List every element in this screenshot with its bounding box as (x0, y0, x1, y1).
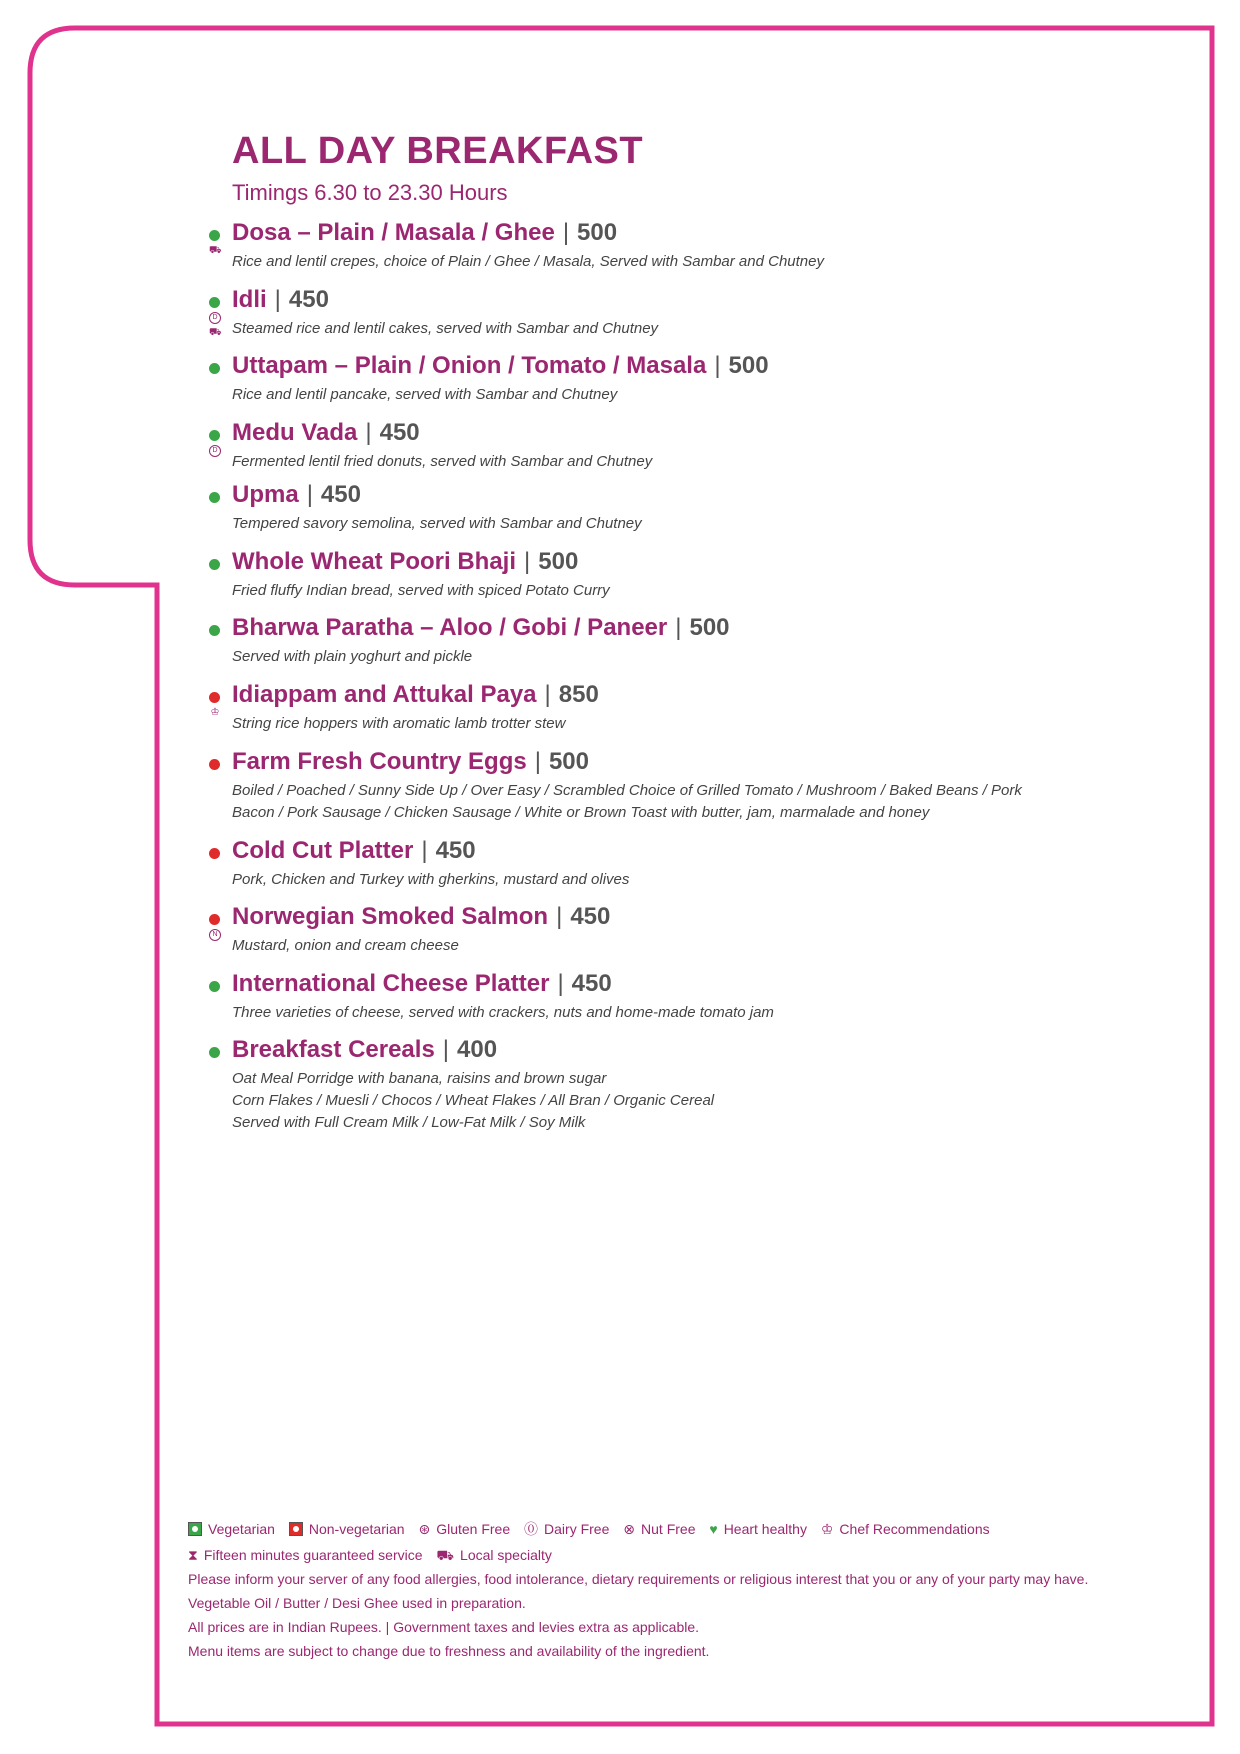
price-separator: | (524, 548, 531, 575)
menu-item-heading (232, 480, 642, 510)
menu-item-heading (232, 969, 774, 999)
non-vegetarian-dot-icon (209, 692, 220, 703)
menu-item-price: 500 (577, 219, 618, 246)
price-separator: | (442, 1036, 450, 1063)
menu-item-heading (232, 285, 658, 315)
menu-item-heading (232, 747, 1022, 777)
menu-item-name: Bharwa Paratha – Aloo / Gobi / Paneer (232, 614, 668, 641)
vegetarian-dot-icon (209, 1047, 220, 1058)
menu-item-price: 450 (288, 286, 329, 313)
menu-item (232, 747, 1022, 824)
menu-item (232, 613, 730, 668)
menu-item-heading (232, 547, 610, 577)
vegetarian-dot-icon (209, 430, 220, 441)
menu-item-price: 500 (538, 548, 579, 575)
price-separator: | (365, 419, 372, 446)
legend-dairy-free: Dairy Free (544, 1521, 610, 1538)
chef-recommendation-icon: ♔ (210, 707, 220, 718)
legend-row-2 (188, 1541, 1088, 1566)
menu-item-price: 500 (689, 614, 730, 641)
local-specialty-icon: ⛟ (209, 327, 222, 338)
price-separator: | (274, 286, 281, 313)
price-separator: | (421, 837, 428, 864)
menu-item-price: 450 (320, 481, 361, 508)
legend-chef-recommendations: Chef Recommendations (839, 1521, 990, 1538)
menu-item-heading (232, 218, 824, 248)
local-specialty-icon: ⛟ (436, 1546, 455, 1563)
note-allergies: Please inform your server of any food allergies, food intolerance, dietary requirements or religious interest that you or any of your party may have. (188, 1570, 1089, 1587)
menu-item-name: Uttapam – Plain / Onion / Tomato / Masala (232, 352, 707, 379)
menu-item-name: Idiappam and Attukal Paya (232, 681, 537, 708)
price-separator: | (306, 481, 313, 508)
menu-item-name: Whole Wheat Poori Bhaji (232, 548, 517, 575)
menu-item-name: Upma (232, 481, 299, 508)
menu-item-price: 400 (457, 1036, 498, 1063)
local-specialty-icon: ⛟ (209, 245, 222, 256)
legend-gluten-free: Gluten Free (436, 1521, 511, 1538)
menu-item-description: Boiled / Poached / Sunny Side Up / Over Easy / Scrambled Choice of Grilled Tomato / Mushroom / Baked Beans / Pork (232, 782, 1022, 799)
menu-item-description: Fermented lentil fried donuts, served with Sambar and Chutney (232, 453, 653, 470)
menu-item (232, 285, 658, 340)
legend (188, 1516, 1088, 1663)
menu-item-description: Steamed rice and lentil cakes, served with Sambar and Chutney (232, 320, 659, 337)
price-separator: | (562, 219, 570, 246)
legend-row-1 (188, 1516, 1088, 1541)
price-separator: | (557, 970, 564, 997)
price-separator: | (714, 352, 721, 379)
menu-item-description: Bacon / Pork Sausage / Chicken Sausage / White or Brown Toast with butter, jam, marmalade and honey (232, 804, 930, 821)
menu-item-name: Breakfast Cereals (232, 1036, 435, 1063)
menu-item (232, 351, 769, 406)
menu-item (232, 836, 629, 891)
menu-item-name: Idli (232, 286, 267, 313)
menu-item-heading (232, 1035, 714, 1065)
menu-item-heading (232, 613, 730, 643)
menu-item (232, 969, 774, 1024)
menu-item-price: 450 (435, 837, 476, 864)
vegetarian-dot-icon (209, 981, 220, 992)
non-vegetarian-dot-icon (209, 914, 220, 925)
price-separator: | (544, 681, 551, 708)
vegetarian-dot-icon (209, 492, 220, 503)
price-separator: | (534, 748, 541, 775)
legend-local-specialty: Local specialty (460, 1546, 552, 1563)
vegetarian-dot-icon (209, 363, 220, 374)
non-vegetarian-dot-icon (209, 848, 220, 859)
page-title: ALL DAY BREAKFAST (232, 130, 644, 172)
note-availability: Menu items are subject to change due to freshness and availability of the ingredient. (188, 1642, 710, 1659)
menu-item (232, 902, 610, 957)
menu-item-name: Medu Vada (232, 419, 358, 446)
price-separator: | (675, 614, 682, 641)
vegetarian-dot-icon (209, 559, 220, 570)
legend-heart-healthy: Heart healthy (723, 1521, 807, 1538)
menu-item-description: Three varieties of cheese, served with crackers, nuts and home-made tomato jam (232, 1004, 774, 1021)
menu-item-heading (232, 836, 629, 866)
vegetarian-dot-icon (209, 297, 220, 308)
menu-item-description: Fried fluffy Indian bread, served with spiced Potato Curry (232, 582, 610, 599)
menu-item-description: Pork, Chicken and Turkey with gherkins, mustard and olives (232, 871, 630, 888)
menu-item-description: Served with plain yoghurt and pickle (232, 648, 473, 665)
menu-item-description: Oat Meal Porridge with banana, raisins and brown sugar (232, 1070, 607, 1087)
menu-item-description: Corn Flakes / Muesli / Chocos / Wheat Flakes / All Bran / Organic Cereal (232, 1092, 715, 1109)
menu-item-price: 500 (548, 748, 589, 775)
menu-item-price: 850 (558, 681, 599, 708)
menu-item-heading (232, 351, 769, 381)
note-oil: Vegetable Oil / Butter / Desi Ghee used in preparation. (188, 1594, 526, 1611)
menu-item-name: Cold Cut Platter (232, 837, 414, 864)
menu-item (232, 480, 642, 535)
timings: Timings 6.30 to 23.30 Hours (232, 180, 508, 205)
vegetarian-dot-icon (209, 625, 220, 636)
menu-item-description: Mustard, onion and cream cheese (232, 937, 459, 954)
menu-item (232, 218, 824, 273)
menu-item-price: 450 (570, 903, 611, 930)
menu-item-description: Rice and lentil crepes, choice of Plain / Ghee / Masala, Served with Sambar and Chutney (232, 253, 824, 270)
non-vegetarian-dot-icon (209, 759, 220, 770)
vegetarian-dot-icon (209, 230, 220, 241)
menu-item-name: Norwegian Smoked Salmon (232, 903, 549, 930)
note-prices: All prices are in Indian Rupees. | Government taxes and levies extra as applicable. (188, 1618, 700, 1635)
menu-item (232, 1035, 714, 1134)
menu-item-name: Dosa – Plain / Masala / Ghee (232, 219, 555, 246)
menu-item-name: Farm Fresh Country Eggs (232, 748, 527, 775)
non-vegetarian-icon (289, 1522, 303, 1536)
gluten-free-icon: ⊛ (418, 1521, 431, 1538)
legend-vegetarian: Vegetarian (208, 1521, 275, 1538)
chef-hat-icon: ♔ (820, 1521, 834, 1538)
menu-item-heading (232, 418, 652, 448)
menu-item (232, 547, 610, 602)
menu-item-price: 500 (728, 352, 769, 379)
heart-healthy-icon: ♥ (709, 1521, 718, 1538)
legend-non-vegetarian: Non-vegetarian (308, 1521, 405, 1538)
nut-free-icon: N (209, 929, 221, 941)
dairy-free-icon: D (209, 312, 221, 324)
nut-free-icon: ⊗ (623, 1521, 636, 1538)
legend-fifteen-minutes: Fifteen minutes guaranteed service (203, 1546, 423, 1563)
price-separator: | (556, 903, 563, 930)
menu-item-description: Served with Full Cream Milk / Low-Fat Milk / Soy Milk (232, 1114, 586, 1131)
menu-item-description: Tempered savory semolina, served with Sambar and Chutney (232, 515, 642, 532)
hourglass-icon: ⧗ (188, 1546, 198, 1563)
menu-item (232, 418, 652, 473)
dairy-free-icon: D (209, 445, 221, 457)
menu-item-name: International Cheese Platter (232, 970, 550, 997)
menu-item-price: 450 (571, 970, 612, 997)
dairy-free-icon: ⓪ (524, 1521, 539, 1538)
menu-item-description: String rice hoppers with aromatic lamb trotter stew (232, 715, 566, 732)
vegetarian-icon (188, 1522, 202, 1536)
menu-item-heading (232, 902, 610, 932)
menu-item-description: Rice and lentil pancake, served with Sambar and Chutney (232, 386, 618, 403)
menu-item-heading (232, 680, 599, 710)
menu-item-price: 450 (379, 419, 420, 446)
menu-item (232, 680, 599, 735)
legend-nut-free: Nut Free (641, 1521, 696, 1538)
